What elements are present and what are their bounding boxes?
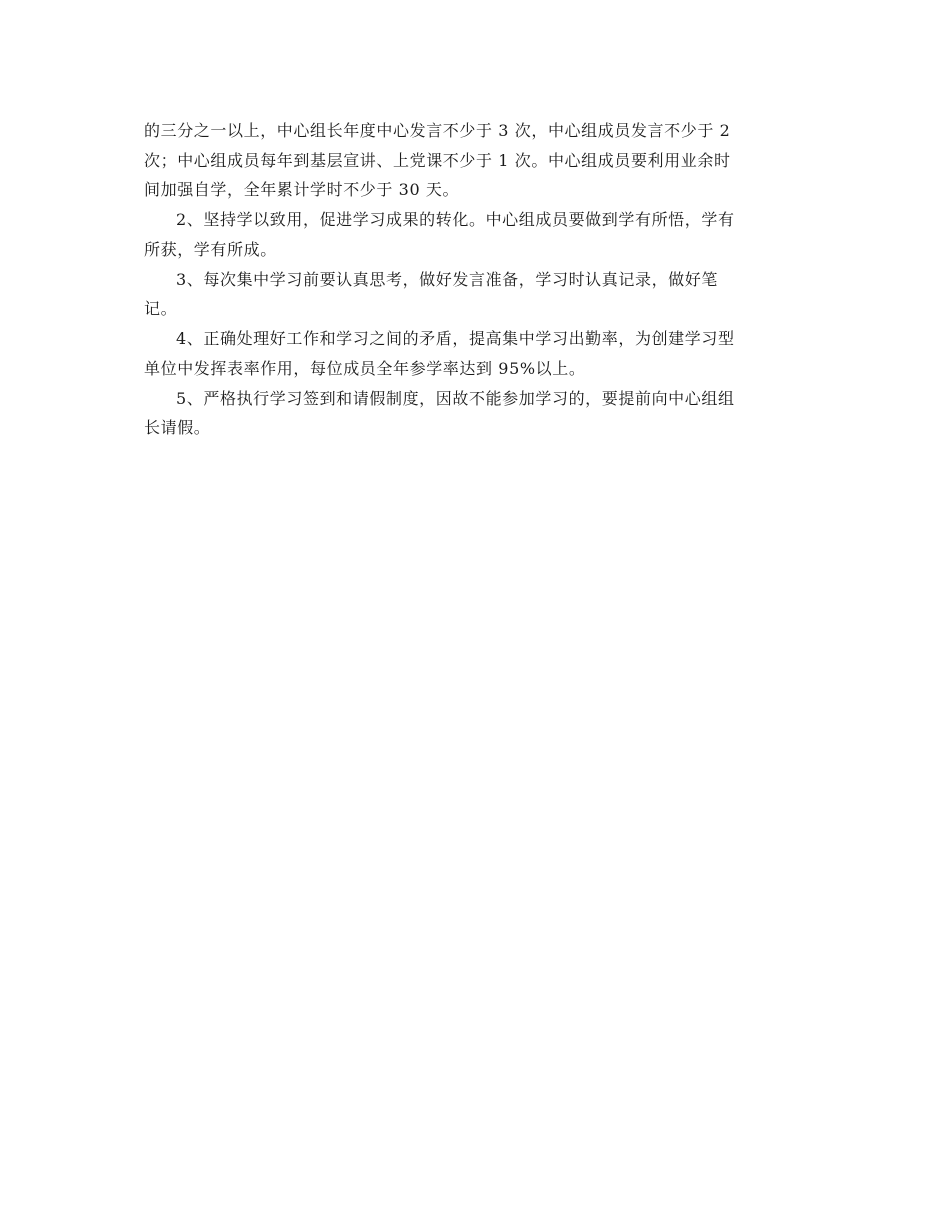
text-line: 单位中发挥表率作用，每位成员全年参学率达到 95%以上。 xyxy=(144,358,586,378)
text-line: 4、正确处理好工作和学习之间的矛盾，提高集中学习出勤率，为创建学习型 xyxy=(176,329,735,348)
text-line: 5、严格执行学习签到和请假制度，因故不能参加学习的，要提前向中心组组 xyxy=(176,388,735,408)
text-line: 所获，学有所成。 xyxy=(144,239,277,259)
text-line: 间加强自学，全年累计学时不少于 30 天。 xyxy=(144,180,460,199)
paragraph-continuation xyxy=(144,116,806,205)
paragraph-item-3 xyxy=(144,265,806,324)
text-line: 记。 xyxy=(144,299,178,318)
paragraph-item-2 xyxy=(144,205,806,264)
text-line: 长请假。 xyxy=(144,418,211,437)
document-body xyxy=(144,116,806,443)
text-line: 的三分之一以上，中心组长年度中心发言不少于 3 次，中心组成员发言不少于 2 xyxy=(144,121,731,140)
paragraph-item-4 xyxy=(144,324,806,383)
paragraph-item-5 xyxy=(144,384,806,443)
text-line: 次；中心组成员每年到基层宣讲、上党课不少于 1 次。中心组成员要利用业余时 xyxy=(144,150,731,170)
text-line: 2、坚持学以致用，促进学习成果的转化。中心组成员要做到学有所悟，学有 xyxy=(176,210,735,229)
text-line: 3、每次集中学习前要认真思考，做好发言准备，学习时认真记录，做好笔 xyxy=(176,269,718,289)
